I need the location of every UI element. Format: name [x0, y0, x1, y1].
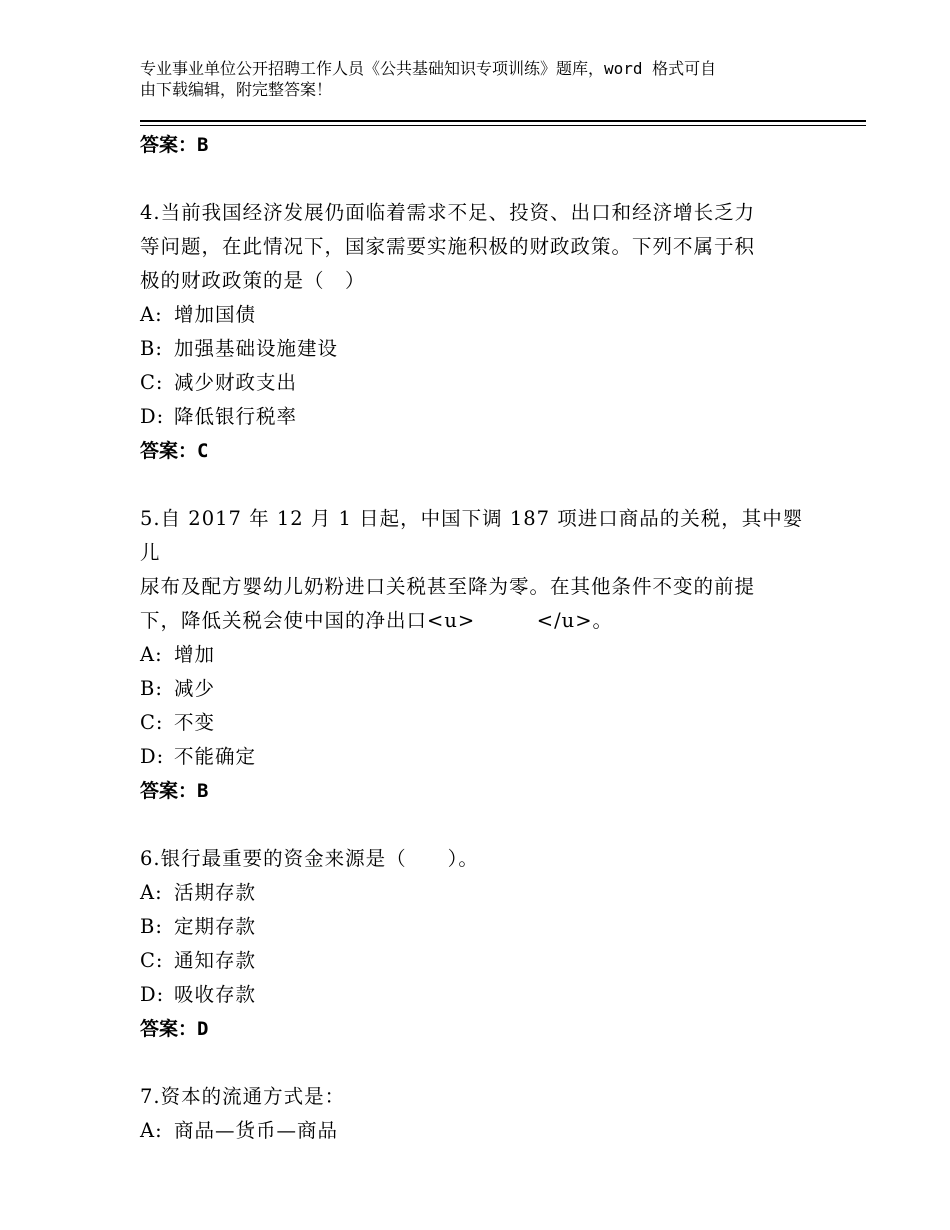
- stem-line: 7.资本的流通方式是：: [140, 1085, 346, 1108]
- answer-line: 答案：D: [140, 1018, 209, 1040]
- option-letter: D:: [140, 745, 165, 768]
- option-c: [140, 944, 820, 978]
- option-text: 不变: [174, 711, 216, 734]
- question-4: [140, 196, 820, 468]
- question-list: [140, 128, 820, 1148]
- spacer: [140, 808, 820, 842]
- option-letter: D:: [140, 405, 165, 428]
- stem-line: 等问题，在此情况下，国家需要实施积极的财政政策。下列不属于积: [140, 235, 756, 258]
- option-text: 减少: [174, 677, 216, 700]
- question-stem: [140, 842, 820, 876]
- option-letter: B:: [140, 677, 163, 700]
- option-text: 通知存款: [174, 949, 257, 972]
- option-b: [140, 910, 820, 944]
- option-text: 减少财政支出: [174, 371, 298, 394]
- document-header: [140, 58, 820, 100]
- option-letter: B:: [140, 915, 163, 938]
- option-letter: B:: [140, 337, 163, 360]
- stem-line: 6.银行最重要的资金来源是（ ）。: [140, 847, 479, 870]
- option-letter: A:: [140, 303, 163, 326]
- stem-line: 下，降低关税会使中国的净出口<u> </u>。: [140, 609, 614, 632]
- option-a: [140, 1114, 820, 1148]
- option-c: [140, 706, 820, 740]
- question-stem: [140, 196, 820, 298]
- option-d: [140, 400, 820, 434]
- option-text: 降低银行税率: [174, 405, 298, 428]
- option-a: [140, 638, 820, 672]
- option-letter: A:: [140, 643, 163, 666]
- spacer: [140, 468, 820, 502]
- option-text: 增加国债: [174, 303, 257, 326]
- option-text: 不能确定: [174, 745, 257, 768]
- question-stem: [140, 502, 820, 638]
- option-text: 增加: [174, 643, 216, 666]
- option-a: [140, 298, 820, 332]
- option-text: 商品—货币—商品: [174, 1119, 339, 1142]
- option-b: [140, 332, 820, 366]
- stem-line: 极的财政政策的是（ ）: [140, 269, 366, 292]
- answer-line: 答案：B: [140, 780, 209, 802]
- option-d: [140, 978, 820, 1012]
- question-stem: [140, 1080, 820, 1114]
- header-line-1: 专业事业单位公开招聘工作人员《公共基础知识专项训练》题库，word 格式可自: [140, 59, 717, 78]
- option-letter: C:: [140, 949, 164, 972]
- option-letter: D:: [140, 983, 165, 1006]
- option-b: [140, 672, 820, 706]
- option-text: 定期存款: [174, 915, 257, 938]
- option-letter: A:: [140, 881, 163, 904]
- option-text: 吸收存款: [174, 983, 257, 1006]
- option-letter: C:: [140, 371, 164, 394]
- answer-line: 答案：B: [140, 134, 209, 156]
- question-7: [140, 1080, 820, 1148]
- stem-line: 5.自 2017 年 12 月 1 日起，中国下调 187 项进口商品的关税，其中婴儿: [140, 507, 804, 564]
- option-d: [140, 740, 820, 774]
- spacer: [140, 1046, 820, 1080]
- option-c: [140, 366, 820, 400]
- option-letter: C:: [140, 711, 164, 734]
- header-rule-thin: [140, 125, 866, 126]
- option-text: 加强基础设施建设: [174, 337, 339, 360]
- answer-line: 答案：C: [140, 440, 209, 462]
- option-a: [140, 876, 820, 910]
- option-text: 活期存款: [174, 881, 257, 904]
- question-6: [140, 842, 820, 1046]
- question-5: [140, 502, 820, 808]
- option-letter: A:: [140, 1119, 163, 1142]
- stem-line: 尿布及配方婴幼儿奶粉进口关税甚至降为零。在其他条件不变的前提: [140, 575, 756, 598]
- header-line-2: 由下载编辑，附完整答案！: [140, 80, 333, 99]
- header-rule-thick: [140, 120, 866, 122]
- stem-line: 4.当前我国经济发展仍面临着需求不足、投资、出口和经济增长乏力: [140, 201, 756, 224]
- spacer: [140, 162, 820, 196]
